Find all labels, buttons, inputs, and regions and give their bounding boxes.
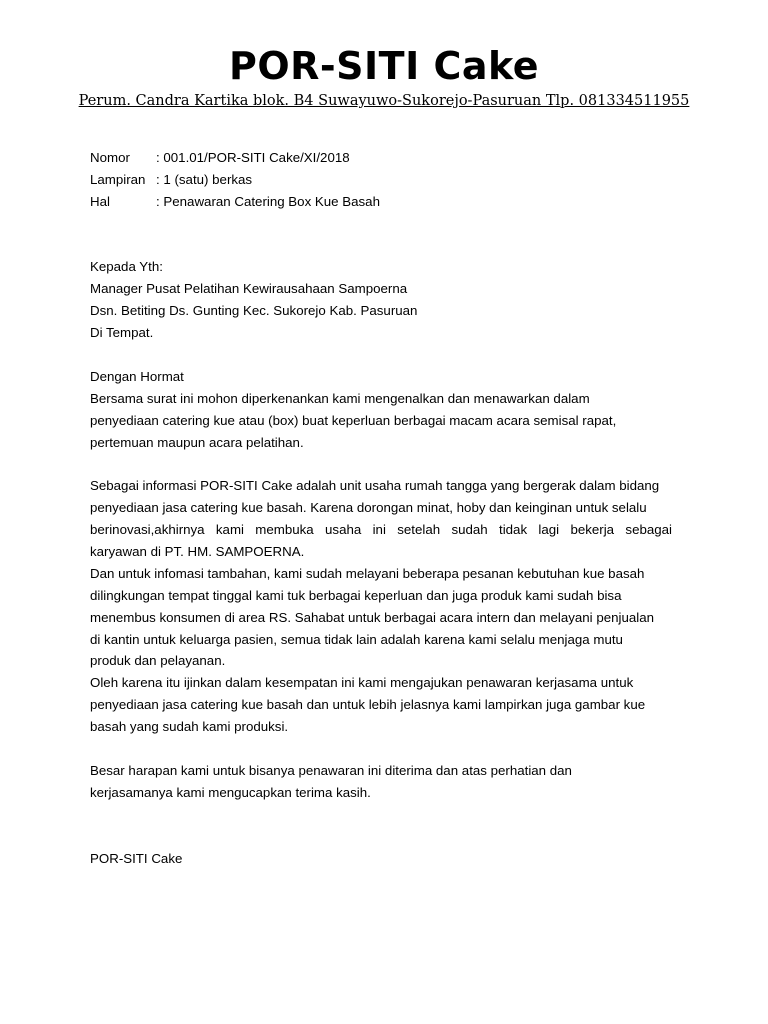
meta-nomor [90,147,672,169]
paragraph-1-line: penyediaan catering kue atau (box) buat keperluan berbagai macam acara semisal rapat, [90,412,617,428]
nomor-value: : 001.01/POR-SITI Cake/XI/2018 [156,150,350,165]
paragraph-2-line: dilingkungan tempat tinggal kami tuk berbagai keperluan dan juga produk kami sudah bisa [90,587,622,603]
paragraph-2-line: Oleh karena itu ijinkan dalam kesempatan ini kami mengajukan penawaran kerjasama untuk [90,675,634,691]
paragraph-2-line: karyawan di PT. HM. SAMPOERNA. [90,544,305,560]
paragraph-2-line: Sebagai informasi POR-SITI Cake adalah unit usaha rumah tangga yang bergerak dalam bidang [90,478,660,494]
signature: POR-SITI Cake [90,850,183,866]
recipient-line-4: Di Tempat. [90,325,154,341]
lampiran-label: Lampiran [90,171,146,187]
paragraph-3-line: kerjasamanya kami mengucapkan terima kasih. [90,784,371,800]
paragraph-2-line: Dan untuk infomasi tambahan, kami sudah melayani beberapa pesanan kebutuhan kue basah [90,565,645,581]
paragraph-1-line: pertemuan maupun acara pelatihan. [90,434,304,450]
recipient-line-1: Kepada Yth: [90,259,163,275]
lampiran-value: : 1 (satu) berkas [156,171,253,187]
meta-lampiran [90,169,672,191]
greeting: Dengan Hormat [90,368,184,384]
paragraph-2-line: penyediaan jasa catering kue basah. Karena dorongan minat, hoby dan keinginan untuk selalu [90,500,647,516]
paragraph-1-line: Bersama surat ini mohon diperkenankan kami mengenalkan dan menawarkan dalam [90,390,590,406]
letter-body [90,147,672,869]
paragraph-2-line: produk dan pelayanan. [90,653,226,669]
hal-label: Hal [90,193,110,209]
paragraph-2-line: di kantin untuk keluarga pasien, semua tidak lain adalah karena kami selalu menjaga mutu [90,631,623,647]
recipient-line-3: Dsn. Betiting Ds. Gunting Kec. Sukorejo Kab. Pasuruan [90,303,418,319]
paragraph-2-line: berinovasi,akhirnya kami membuka usaha ini setelah sudah tidak lagi bekerja sebagai [90,522,672,538]
paragraph-3-line: Besar harapan kami untuk bisanya penawaran ini diterima dan atas perhatian dan [90,762,572,778]
letterhead-title: POR-SITI Cake [228,44,540,88]
hal-value: : Penawaran Catering Box Kue Basah [156,193,380,209]
paragraph-2-line: menembus konsumen di area RS. Sahabat untuk berbagai acara intern dan melayani penjualan [90,609,655,625]
recipient-line-2: Manager Pusat Pelatihan Kewirausahaan Sampoerna [90,281,408,297]
letterhead-address: Perum. Candra Kartika blok. B4 Suwayuwo-Sukorejo-Pasuruan Tlp. 081334511955 [78,93,690,109]
nomor-label: Nomor [90,150,130,165]
paragraph-2-line: basah yang sudah kami produksi. [90,719,289,735]
meta-hal [90,191,672,213]
paragraph-2-line: penyediaan jasa catering kue basah dan untuk lebih jelasnya kami lampirkan juga gambar kue [90,697,646,713]
